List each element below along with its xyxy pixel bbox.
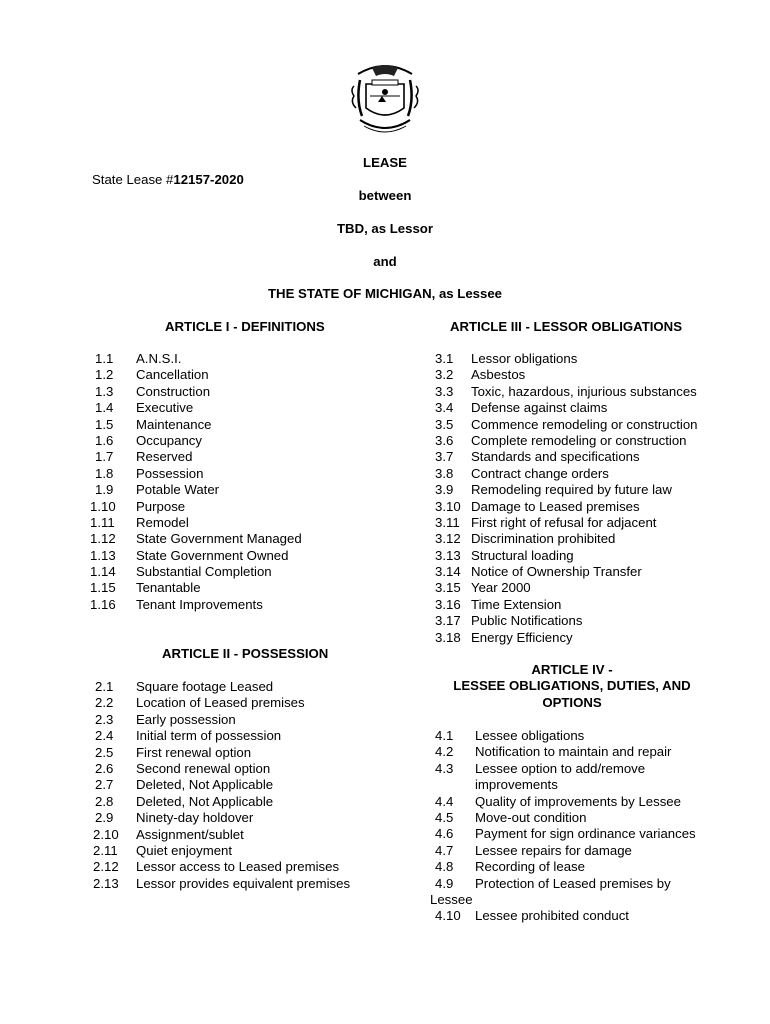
list-item [80,515,380,531]
item-text: Lessee prohibited conduct [475,908,629,924]
item-text: Early possession [136,711,236,727]
item-text: Public Notifications [471,613,583,629]
item-number: 1.4 [95,400,114,416]
item-text: Potable Water [136,482,220,498]
item-number: 3.9 [435,482,454,498]
item-text: Ninety-day holdover [136,810,254,826]
item-text: Lessee obligations [475,728,585,743]
item-text: Damage to Leased premises [471,498,640,514]
item-number: 3.7 [435,449,454,465]
list-item [80,417,380,433]
list-item [435,515,735,531]
list-item [80,482,380,498]
item-text: Lessee [430,891,473,907]
item-text: Payment for sign ordinance variances [475,826,696,842]
list-item [80,728,380,744]
document-title: LEASE [363,155,407,170]
list-item [80,531,380,547]
item-text: Lessor provides equivalent premises [136,875,351,891]
article-3-heading: ARTICLE III - LESSOR OBLIGATIONS [450,319,683,334]
list-item [80,351,380,367]
item-number: 2.4 [95,728,114,744]
item-text: Substantial Completion [136,564,272,580]
item-text: Defense against claims [471,400,608,416]
item-number: 3.16 [435,596,461,612]
item-number: 3.8 [435,465,454,481]
item-text: Structural loading [471,547,574,563]
list-item [80,876,380,892]
item-number: 3.11 [435,514,460,530]
item-text: Notice of Ownership Transfer [471,564,642,580]
item-number: 4.4 [435,793,454,809]
item-number: 4.5 [435,809,454,825]
item-number: 4.2 [435,744,454,760]
item-number: 1.7 [95,449,114,465]
list-item [435,351,735,367]
item-number: 1.3 [95,383,114,399]
item-text: Location of Leased premises [136,695,305,711]
item-text: Tenantable [136,580,201,596]
item-number: 4.6 [435,826,454,842]
item-number: 2.1 [95,679,114,694]
item-text: Purpose [136,498,186,514]
list-item [80,679,380,695]
item-text: Notification to maintain and repair [475,744,672,760]
item-text: Recording of lease [475,859,585,875]
list-item [80,777,380,793]
list-item [80,810,380,826]
list-item [80,564,380,580]
item-number: 1.8 [95,465,114,481]
item-number: 1.16 [90,596,116,612]
item-number: 1.15 [90,580,116,596]
item-number: 2.2 [95,695,114,711]
item-text: Lessor obligations [471,351,578,366]
item-number: 1.5 [95,416,114,432]
item-text: Construction [136,383,211,399]
item-text: State Government Owned [136,547,289,563]
item-text: Remodel [136,514,189,530]
article-2-list [80,679,380,892]
list-item [435,597,735,613]
item-text: improvements [475,777,558,793]
lessee-line: THE STATE OF MICHIGAN, as Lessee [268,286,502,301]
list-item [435,466,735,482]
list-item [435,826,735,842]
item-number: 1.6 [95,432,114,448]
lease-number-line [92,172,244,187]
list-item [80,449,380,465]
list-item [435,777,735,793]
list-item [435,433,735,449]
item-text: First renewal option [136,744,252,760]
item-text: Contract change orders [471,465,609,481]
list-item [435,580,735,596]
item-text: First right of refusal for adjacent [471,514,657,530]
list-item [80,597,380,613]
item-number: 4.10 [435,908,461,924]
item-number: 3.15 [435,580,461,596]
item-number: 2.3 [95,711,114,727]
item-number: 1.12 [90,531,116,547]
between-text: between [358,188,412,203]
item-text: Complete remodeling or construction [471,432,687,448]
list-item [80,580,380,596]
item-number: 3.4 [435,400,454,416]
item-number: 2.5 [95,744,114,760]
list-item [435,761,735,777]
item-number: 1.2 [95,367,114,383]
item-text: Executive [136,400,194,416]
list-item [435,564,735,580]
list-item [435,794,735,810]
item-number: 1.13 [90,547,116,563]
list-item [435,876,735,892]
list-item [435,613,735,629]
list-item [435,449,735,465]
list-item [80,400,380,416]
item-text: Quiet enjoyment [136,842,233,858]
list-item [435,908,735,924]
item-number: 3.18 [435,629,461,645]
item-text: Discrimination prohibited [471,531,616,547]
list-item [80,761,380,777]
item-number: 1.1 [95,351,114,366]
list-item [435,384,735,400]
item-number: 1.10 [90,498,116,514]
item-number: 1.11 [90,514,115,530]
item-text: Occupancy [136,432,202,448]
list-item [435,810,735,826]
article-2-heading: ARTICLE II - POSSESSION [162,646,329,661]
item-text: Tenant Improvements [136,596,263,612]
item-number: 2.11 [93,842,118,858]
lessor-line: TBD, as Lessor [336,221,433,236]
item-number: 3.5 [435,416,454,432]
item-text: Year 2000 [471,580,531,596]
item-number: 3.6 [435,432,454,448]
item-text: Commence remodeling or construction [471,416,698,432]
list-item [435,843,735,859]
item-text: Quality of improvements by Lessee [475,793,681,809]
item-text: Reserved [136,449,193,465]
list-item [435,531,735,547]
article-1-list [80,351,380,613]
list-item [80,499,380,515]
article-1-heading: ARTICLE I - DEFINITIONS [165,319,325,334]
article-4-heading-line-3: OPTIONS [542,694,602,710]
list-item [80,859,380,875]
item-text: Time Extension [471,596,562,612]
list-item [80,695,380,711]
lease-number: 12157-2020 [173,172,244,187]
item-text: Lessee repairs for damage [475,842,632,858]
item-number: 4.7 [435,842,454,858]
item-text: Move-out condition [475,809,587,825]
article-3-list [435,351,735,646]
item-text: Lessor access to Leased premises [136,859,340,875]
and-text: and [373,254,397,269]
list-item [435,728,735,744]
item-number: 1.9 [95,482,114,498]
item-text: State Government Managed [136,531,302,547]
list-item [435,417,735,433]
item-number: 3.1 [435,351,454,366]
list-item [80,367,380,383]
item-text: Deleted, Not Applicable [136,777,274,793]
list-item [435,630,735,646]
list-item [80,466,380,482]
item-number: 2.9 [95,810,114,826]
list-item-wrap [430,891,735,908]
item-number: 3.12 [435,531,461,547]
michigan-state-seal-icon [348,56,422,138]
item-number: 2.12 [93,859,119,875]
item-text: Energy Efficiency [471,629,573,645]
item-text: Deleted, Not Applicable [136,793,274,809]
list-item [435,548,735,564]
list-item [435,367,735,383]
list-item [80,794,380,810]
item-number: 2.6 [95,760,114,776]
list-item [435,400,735,416]
list-item [80,548,380,564]
item-text: A.N.S.I. [136,351,182,366]
item-text: Second renewal option [136,760,271,776]
item-text: Protection of Leased premises by [475,875,671,891]
item-text: Toxic, hazardous, injurious substances [471,383,697,399]
list-item [435,499,735,515]
list-item [435,482,735,498]
item-number: 3.2 [435,367,454,383]
item-number: 4.8 [435,859,454,875]
item-number: 4.9 [435,875,454,891]
article-4-list [430,728,735,925]
list-item [80,745,380,761]
item-text: Lessee option to add/remove [475,760,646,776]
item-number: 2.10 [93,826,119,842]
item-number: 2.8 [95,793,114,809]
item-number: 4.1 [435,728,454,743]
item-text: Remodeling required by future law [471,482,672,498]
item-number: 1.14 [90,564,116,580]
item-text: Maintenance [136,416,212,432]
item-text: Assignment/sublet [136,826,244,842]
list-item [80,843,380,859]
item-number: 3.13 [435,547,461,563]
item-number: 2.7 [95,777,114,793]
item-number: 3.3 [435,383,454,399]
item-text: Asbestos [471,367,526,383]
item-text: Possession [136,465,204,481]
list-item [80,712,380,728]
list-item [435,859,735,875]
item-text: Initial term of possession [136,728,282,744]
lease-number-label: State Lease # [92,172,174,187]
list-item [435,744,735,760]
article-4-heading [432,662,712,711]
item-number: 3.17 [435,613,461,629]
item-number: 2.13 [93,875,119,891]
item-text: Standards and specifications [471,449,640,465]
list-item [80,433,380,449]
item-text: Cancellation [136,367,209,383]
article-4-heading-line-1: ARTICLE IV - [531,662,613,677]
item-number: 3.10 [435,498,461,514]
item-number: 4.3 [435,760,454,776]
item-number: 3.14 [435,564,461,580]
list-item [80,384,380,400]
item-text: Square footage Leased [136,679,274,694]
article-4-heading-line-2: LESSEE OBLIGATIONS, DUTIES, AND [453,678,691,694]
list-item [80,827,380,843]
